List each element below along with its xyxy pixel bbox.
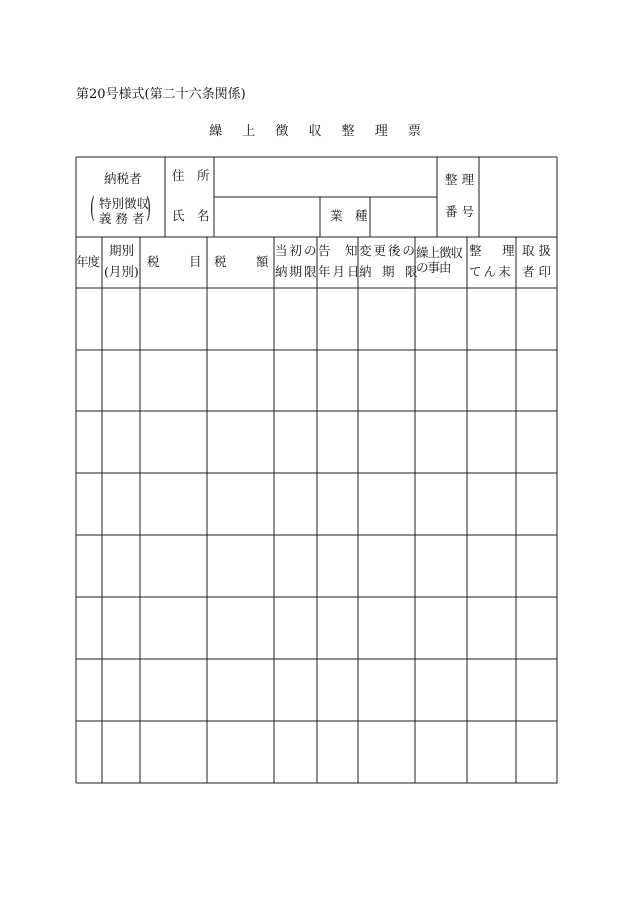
document-title: 繰 上 徴 収 整 理 票 <box>209 124 429 139</box>
reference-number-label-line2: 番 号 <box>445 204 474 219</box>
col-changed-deadline-line2: 納 期 限 <box>359 264 417 279</box>
col-original-deadline-line1: 当 初 の <box>275 243 316 258</box>
col-handler-seal-line2: 者 印 <box>522 264 551 279</box>
right-bracket: ) <box>146 191 151 224</box>
col-handler-seal-line1: 取 扱 <box>522 243 551 258</box>
name-label: 氏 名 <box>172 208 210 223</box>
special-obligor-label-line1: 特別徴収 <box>99 196 150 211</box>
form-number: 第20号様式(第二十六条関係) <box>76 87 246 102</box>
reference-number-label-line1: 整 理 <box>445 172 474 187</box>
col-tax-item-b: 目 <box>189 254 202 269</box>
col-reason-line2: の事由 <box>416 260 451 275</box>
business-type-label: 業 種 <box>330 208 368 223</box>
col-changed-deadline-line1: 変 更 後 の <box>359 243 414 258</box>
col-tax-item-a: 税 <box>147 254 160 269</box>
col-original-deadline-line2: 納 期 限 <box>275 264 316 279</box>
col-notice-date-line1b: 知 <box>345 243 358 258</box>
col-notice-date-line2: 年 月 日 <box>318 264 359 279</box>
col-settlement-line2: て ん 末 <box>469 264 510 279</box>
address-label: 住 所 <box>172 168 210 183</box>
col-year: 年度 <box>76 254 100 269</box>
left-bracket: ( <box>90 191 95 224</box>
col-settlement-line1b: 理 <box>502 243 515 258</box>
col-period-line2: (月別) <box>104 264 139 279</box>
col-notice-date-line1a: 告 <box>318 243 331 258</box>
col-tax-amount-b: 額 <box>256 254 269 269</box>
col-settlement-line1a: 整 <box>469 243 482 258</box>
col-tax-amount-a: 税 <box>214 254 227 269</box>
taxpayer-label: 納税者 <box>104 171 142 186</box>
col-reason-line1: 繰上徴収 <box>416 245 463 260</box>
special-obligor-label-line2: 義 務 者 <box>99 211 145 226</box>
col-period-line1: 期別 <box>109 243 135 258</box>
